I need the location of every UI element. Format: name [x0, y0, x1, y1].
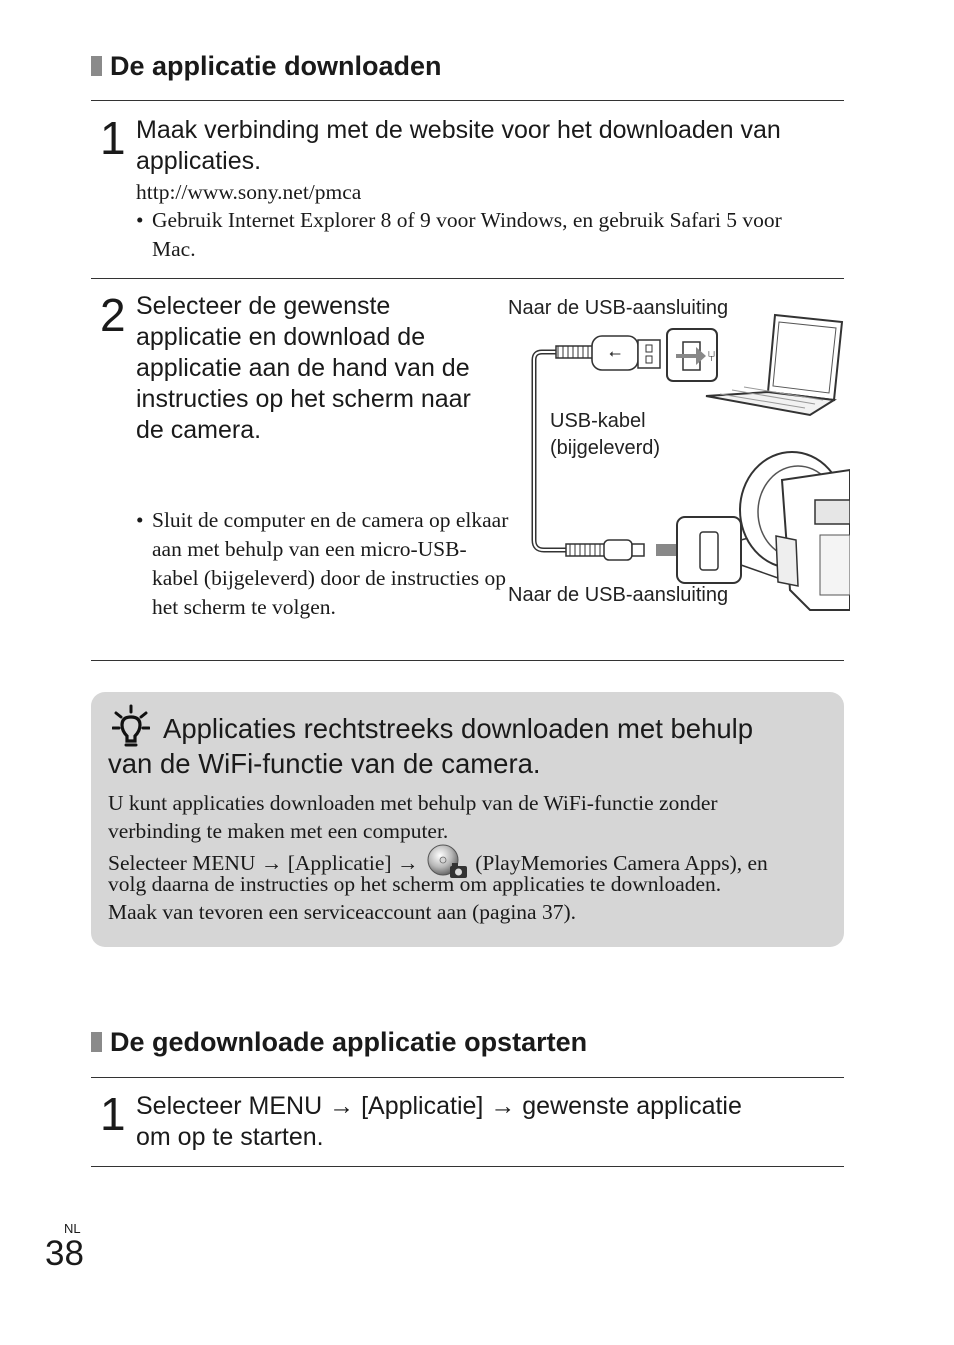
micro-usb-plug-icon	[566, 537, 690, 563]
svg-text:⭠: ⭠	[608, 344, 622, 362]
step-text-line2: om op te starten.	[136, 1123, 324, 1151]
label-usb-port-camera: Naar de USB-aansluiting	[508, 584, 729, 606]
arrow-icon: →	[396, 851, 419, 875]
arrow-icon: →	[329, 1092, 355, 1120]
step-text: Maak verbinding met de website voor het downloaden van applicaties.	[136, 116, 781, 175]
svg-text:⑂: ⑂	[707, 347, 717, 365]
divider	[91, 1166, 844, 1167]
step-number: 1	[100, 112, 126, 164]
page-number: 38	[45, 1234, 84, 1273]
divider	[91, 1077, 844, 1078]
laptop-icon	[706, 315, 842, 415]
section-marker-icon	[91, 56, 102, 76]
usb-port-computer-icon	[667, 329, 717, 381]
step-text: Selecteer MENU → [Applicatie] → gewenste applicatie	[136, 1092, 742, 1120]
tip-title-line2: van de WiFi-functie van de camera.	[108, 748, 541, 779]
step-number: 1	[100, 1088, 126, 1140]
language-code: NL	[64, 1221, 81, 1236]
divider	[91, 100, 844, 101]
tip-paragraph: U kunt applicaties downloaden met behulp van de WiFi-functie zonder verbinding te maken met een computer.	[108, 791, 718, 843]
step-bullet: • Gebruik Internet Explorer 8 of 9 voor Windows, en gebruik Safari 5 voor Mac.	[136, 206, 828, 264]
download-url: http://www.sony.net/pmca	[136, 180, 362, 204]
arrow-icon: →	[260, 851, 283, 875]
section-title-download: De applicatie downloaden	[91, 50, 442, 82]
label-usb-cable: USB-kabel (bijgeleverd)	[550, 410, 661, 459]
section-marker-icon	[91, 1032, 102, 1052]
divider	[91, 278, 844, 279]
section-title-start: De gedownloade applicatie opstarten	[91, 1026, 587, 1058]
usb-cable-icon	[534, 352, 568, 550]
step-text: Selecteer de gewenste applicatie en download de applicatie aan de hand van de instructies op het scherm naar de camera.	[136, 292, 471, 444]
arrow-icon: →	[490, 1092, 516, 1120]
tip-menu-path: Selecteer MENU → [Applicatie] → (PlayMemories Camera Apps), en	[108, 844, 828, 880]
usb-connection-diagram	[520, 300, 850, 620]
camera-icon	[740, 452, 850, 610]
tip-title-line1: Applicaties rechtstreeks downloaden met behulp	[163, 713, 754, 744]
lightbulb-icon	[112, 704, 150, 750]
usb-a-plug-icon	[556, 336, 660, 370]
label-usb-port-computer: Naar de USB-aansluiting	[508, 297, 729, 319]
divider	[91, 660, 844, 661]
step-bullet: • Sluit de computer en de camera op elkaar aan met behulp van een micro-USB-kabel (bijgeleverd) door de instructies op het scherm te volgen.	[136, 506, 512, 622]
tip-paragraph: volg daarna de instructies op het scherm om applicaties te downloaden.	[108, 872, 722, 896]
step-number: 2	[100, 289, 126, 341]
tip-paragraph: Maak van tevoren een serviceaccount aan (pagina 37).	[108, 900, 576, 924]
